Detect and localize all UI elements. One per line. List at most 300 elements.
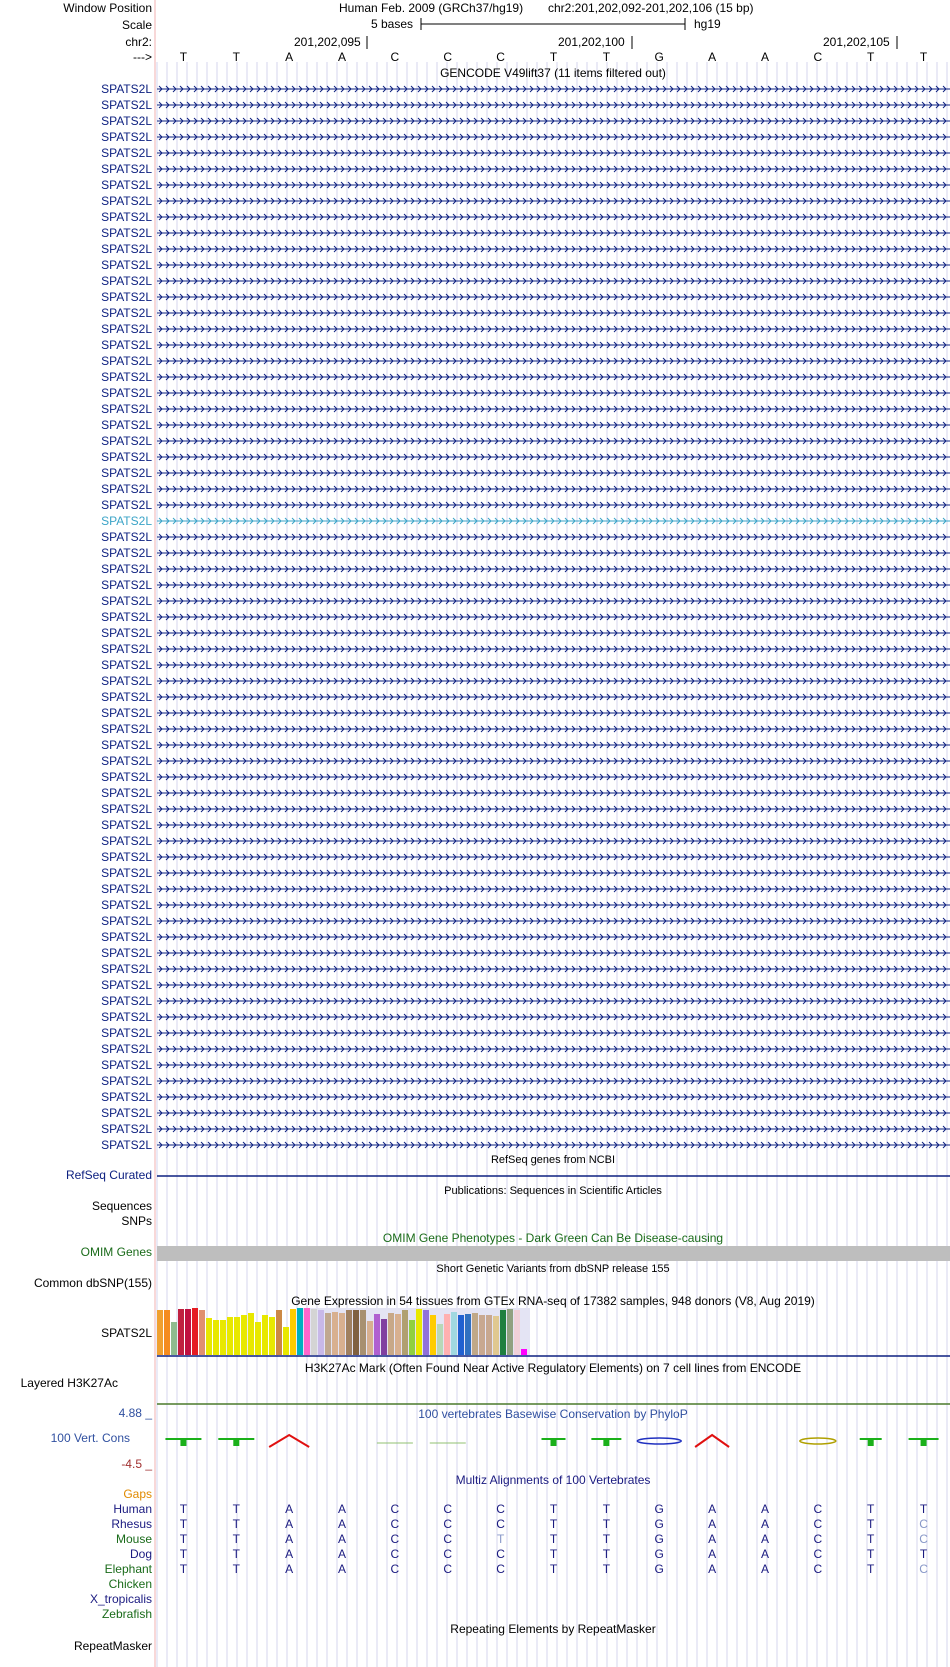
multiz-species-label[interactable]: Dog: [129, 1547, 152, 1561]
multiz-aligned-base: C: [390, 1562, 400, 1576]
multiz-aligned-base: A: [285, 1532, 294, 1546]
multiz-aligned-base: A: [708, 1502, 717, 1516]
gencode-transcript-row[interactable]: [0, 785, 950, 801]
omim-track-title[interactable]: OMIM Gene Phenotypes - Dark Green Can Be Disease-causing: [382, 1231, 724, 1245]
gtex-tissue-bar: [248, 1313, 254, 1355]
scale-label: Scale: [121, 18, 152, 32]
gtex-tissue-bar: [430, 1315, 436, 1355]
gencode-transcript-label[interactable]: SPATS2L: [101, 98, 152, 112]
gencode-transcript-row[interactable]: [0, 849, 950, 865]
multiz-aligned-base: G: [654, 1517, 664, 1531]
multiz-aligned-base: C: [443, 1547, 453, 1561]
gtex-tissue-bar: [192, 1308, 198, 1355]
gtex-track-title[interactable]: Gene Expression in 54 tissues from GTEx RNA-seq of 17382 samples, 948 donors (V8, Aug 2019): [291, 1294, 815, 1308]
gencode-transcript-label[interactable]: SPATS2L: [101, 82, 152, 96]
gencode-transcript-label[interactable]: SPATS2L: [101, 290, 152, 304]
refseq-track-title[interactable]: RefSeq genes from NCBI: [490, 1154, 616, 1166]
phylop-glyph: [695, 1435, 729, 1447]
dbsnp-track-title[interactable]: Short Genetic Variants from dbSNP release 155: [436, 1263, 670, 1275]
multiz-aligned-base: T: [867, 1517, 875, 1531]
gencode-transcript-row[interactable]: [0, 529, 950, 545]
gencode-transcript-row[interactable]: [0, 721, 950, 737]
gencode-transcript-row[interactable]: [0, 1025, 950, 1041]
gtex-tissue-bar: [507, 1309, 513, 1355]
gencode-transcript-label[interactable]: SPATS2L: [101, 322, 152, 336]
multiz-aligned-base: T: [867, 1547, 875, 1561]
gencode-transcript-row[interactable]: [0, 1137, 950, 1153]
gtex-track-label[interactable]: SPATS2L: [101, 1326, 152, 1340]
gencode-transcript-row[interactable]: [0, 385, 950, 401]
multiz-aligned-base: A: [285, 1517, 294, 1531]
phylop-glyph: [180, 1438, 186, 1446]
gencode-transcript-label[interactable]: SPATS2L: [101, 962, 152, 976]
gencode-transcript-row[interactable]: [0, 817, 950, 833]
gtex-tissue-bar: [388, 1313, 394, 1355]
gencode-transcript-row[interactable]: [0, 593, 950, 609]
multiz-aligned-base: T: [179, 1502, 188, 1516]
gtex-tissue-bar: [262, 1315, 268, 1355]
gencode-transcript-row[interactable]: [0, 833, 950, 849]
multiz-aligned-base: T: [602, 1547, 611, 1561]
gtex-tissue-bar: [234, 1317, 240, 1355]
gtex-tissue-bar: [514, 1310, 520, 1355]
gencode-transcript-label[interactable]: SPATS2L: [101, 914, 152, 928]
gencode-transcript-row[interactable]: [0, 1073, 950, 1089]
assembly-name: Human Feb. 2009 (GRCh37/hg19): [339, 1, 524, 15]
gtex-tissue-bar: [171, 1322, 177, 1355]
gencode-transcript-row[interactable]: [0, 209, 950, 225]
gencode-transcript-label[interactable]: SPATS2L: [101, 1106, 152, 1120]
gencode-transcript-label[interactable]: SPATS2L: [101, 898, 152, 912]
gencode-transcript-row[interactable]: [0, 609, 950, 625]
gencode-transcript-label[interactable]: SPATS2L: [101, 1058, 152, 1072]
multiz-aligned-base: T: [549, 1502, 558, 1516]
publications-label-snps[interactable]: SNPs: [121, 1214, 152, 1228]
gencode-transcript-label[interactable]: SPATS2L: [101, 514, 152, 528]
gencode-transcript-label[interactable]: SPATS2L: [101, 130, 152, 144]
dna-base: A: [338, 50, 347, 64]
multiz-aligned-base: C: [390, 1532, 400, 1546]
gtex-tissue-bar: [353, 1310, 359, 1355]
dna-base: A: [285, 50, 294, 64]
gencode-transcript-row[interactable]: [0, 193, 950, 209]
gencode-transcript-label[interactable]: SPATS2L: [101, 626, 152, 640]
multiz-aligned-base: T: [232, 1532, 240, 1546]
gencode-transcript-row[interactable]: [0, 81, 950, 97]
gencode-transcript-label[interactable]: SPATS2L: [101, 546, 152, 560]
gencode-transcript-label[interactable]: SPATS2L: [101, 642, 152, 656]
gencode-transcript-row[interactable]: [0, 161, 950, 177]
gtex-tissue-bar: [493, 1316, 499, 1355]
publications-label-sequences[interactable]: Sequences: [91, 1199, 152, 1213]
multiz-aligned-base: T: [549, 1547, 558, 1561]
multiz-aligned-base: T: [232, 1547, 240, 1561]
gtex-tissue-bar: [199, 1310, 205, 1355]
gencode-transcript-row[interactable]: [0, 929, 950, 945]
gencode-transcript-label[interactable]: SPATS2L: [101, 674, 152, 688]
multiz-aligned-base: T: [549, 1532, 558, 1546]
gencode-transcript-label[interactable]: SPATS2L: [101, 610, 152, 624]
gencode-transcript-row[interactable]: [0, 1041, 950, 1057]
multiz-aligned-base: C: [390, 1517, 400, 1531]
multiz-aligned-base: C: [919, 1532, 928, 1546]
multiz-aligned-base: C: [813, 1562, 823, 1576]
position-readout: chr2:201,202,092-201,202,106 (15 bp): [548, 1, 754, 15]
gencode-transcript-label[interactable]: SPATS2L: [101, 498, 152, 512]
publications-track-title[interactable]: Publications: Sequences in Scientific Articles: [444, 1185, 662, 1197]
gencode-transcript-label[interactable]: SPATS2L: [101, 930, 152, 944]
multiz-gaps-label: Gaps: [123, 1487, 152, 1501]
multiz-aligned-base: A: [760, 1532, 769, 1546]
gencode-transcript-row[interactable]: [0, 1009, 950, 1025]
gencode-transcript-row[interactable]: [0, 337, 950, 353]
multiz-aligned-base: C: [443, 1532, 453, 1546]
gencode-transcript-row[interactable]: [0, 977, 950, 993]
gtex-tissue-bar: [206, 1318, 212, 1355]
gencode-transcript-label[interactable]: SPATS2L: [101, 194, 152, 208]
gencode-transcript-label[interactable]: SPATS2L: [101, 1010, 152, 1024]
gencode-transcript-label[interactable]: SPATS2L: [101, 226, 152, 240]
gencode-transcript-row[interactable]: [0, 993, 950, 1009]
gtex-tissue-bar: [325, 1313, 331, 1355]
gencode-transcript-row[interactable]: [0, 417, 950, 433]
gtex-tissue-bar: [227, 1317, 233, 1355]
multiz-aligned-base: T: [179, 1517, 188, 1531]
gencode-transcript-label[interactable]: SPATS2L: [101, 562, 152, 576]
h3k27ac-track-title[interactable]: H3K27Ac Mark (Often Found Near Active Regulatory Elements) on 7 cell lines from ENCODE: [304, 1361, 802, 1375]
gtex-tissue-bar: [395, 1314, 401, 1355]
phylop-glyph: [233, 1438, 239, 1446]
multiz-aligned-base: T: [867, 1562, 875, 1576]
gencode-transcript-row[interactable]: [0, 1121, 950, 1137]
gtex-tissue-bar: [367, 1321, 373, 1355]
multiz-aligned-base: T: [602, 1562, 611, 1576]
ruler-tick-label: 201,202,105: [823, 35, 890, 49]
gencode-transcript-row[interactable]: [0, 545, 950, 561]
multiz-aligned-base: C: [813, 1517, 823, 1531]
gencode-transcript-label[interactable]: SPATS2L: [101, 242, 152, 256]
strand-label: --->: [133, 50, 152, 64]
cons-track-label[interactable]: 100 Vert. Cons: [50, 1431, 130, 1445]
gtex-tissue-bar: [479, 1315, 485, 1355]
gencode-transcript-label[interactable]: SPATS2L: [101, 1042, 152, 1056]
gtex-tissue-bar: [297, 1308, 303, 1355]
gencode-transcript-label[interactable]: SPATS2L: [101, 418, 152, 432]
dna-base: G: [654, 50, 664, 64]
gencode-transcript-label[interactable]: SPATS2L: [101, 274, 152, 288]
gencode-transcript-row[interactable]: [0, 497, 950, 513]
gencode-transcript-label[interactable]: SPATS2L: [101, 770, 152, 784]
multiz-aligned-base: C: [919, 1562, 928, 1576]
gencode-transcript-label[interactable]: SPATS2L: [101, 594, 152, 608]
gtex-tissue-bar: [374, 1314, 380, 1355]
gtex-tissue-bar: [444, 1314, 450, 1355]
multiz-aligned-base: C: [443, 1502, 453, 1516]
dna-base: A: [708, 50, 717, 64]
gencode-transcript-label[interactable]: SPATS2L: [101, 1138, 152, 1152]
gtex-tissue-bar: [178, 1309, 184, 1355]
gencode-transcript-label[interactable]: SPATS2L: [101, 178, 152, 192]
gencode-transcript-row[interactable]: [0, 97, 950, 113]
db-name: hg19: [694, 17, 721, 31]
gencode-transcript-row[interactable]: [0, 753, 950, 769]
gencode-transcript-row[interactable]: [0, 561, 950, 577]
gencode-transcript-label[interactable]: SPATS2L: [101, 146, 152, 160]
gencode-transcript-row[interactable]: [0, 657, 950, 673]
cons-track-title[interactable]: 100 vertebrates Basewise Conservation by PhyloP: [418, 1407, 688, 1421]
gencode-transcript-row[interactable]: [0, 945, 950, 961]
multiz-aligned-base: A: [285, 1502, 294, 1516]
gencode-transcript-row[interactable]: [0, 1089, 950, 1105]
gencode-transcript-label[interactable]: SPATS2L: [101, 818, 152, 832]
gencode-transcript-label[interactable]: SPATS2L: [101, 706, 152, 720]
gencode-transcript-label[interactable]: SPATS2L: [101, 1074, 152, 1088]
gencode-transcript-row[interactable]: [0, 433, 950, 449]
gencode-transcript-row[interactable]: [0, 513, 950, 529]
multiz-aligned-base: T: [867, 1502, 875, 1516]
gencode-transcript-label[interactable]: SPATS2L: [101, 802, 152, 816]
gencode-transcript-label[interactable]: SPATS2L: [101, 994, 152, 1008]
multiz-aligned-base: C: [813, 1532, 823, 1546]
gencode-transcript-label[interactable]: SPATS2L: [101, 434, 152, 448]
dna-base: C: [443, 50, 453, 64]
multiz-species-label[interactable]: Mouse: [115, 1532, 152, 1546]
multiz-species-label[interactable]: Zebrafish: [101, 1607, 152, 1621]
dna-base: T: [232, 50, 240, 64]
gencode-transcript-row[interactable]: [0, 625, 950, 641]
multiz-species-label[interactable]: X_tropicalis: [89, 1592, 152, 1606]
multiz-aligned-base: C: [496, 1517, 505, 1531]
ruler-tick-label: 201,202,100: [558, 35, 625, 49]
gencode-transcript-row[interactable]: [0, 177, 950, 193]
gtex-tissue-bar: [164, 1310, 170, 1355]
multiz-aligned-base: T: [602, 1517, 611, 1531]
gencode-transcript-label[interactable]: SPATS2L: [101, 482, 152, 496]
gencode-transcript-row[interactable]: [0, 353, 950, 369]
multiz-aligned-base: T: [232, 1517, 240, 1531]
multiz-aligned-base: A: [708, 1517, 717, 1531]
multiz-aligned-base: A: [285, 1562, 294, 1576]
gencode-transcript-row[interactable]: [0, 289, 950, 305]
multiz-aligned-base: T: [496, 1532, 505, 1546]
multiz-species-label[interactable]: Rhesus: [111, 1517, 152, 1531]
gtex-tissue-bar: [332, 1312, 338, 1355]
phylop-glyph: [921, 1438, 927, 1446]
multiz-aligned-base: T: [919, 1502, 928, 1516]
multiz-species-label[interactable]: Chicken: [108, 1577, 152, 1591]
gencode-transcript-label[interactable]: SPATS2L: [101, 978, 152, 992]
gencode-transcript-row[interactable]: [0, 321, 950, 337]
omim-track-label[interactable]: OMIM Genes: [80, 1245, 152, 1259]
gencode-transcript-row[interactable]: [0, 1105, 950, 1121]
gtex-tissue-bar: [339, 1313, 345, 1355]
phylop-glyph: [551, 1438, 557, 1446]
gtex-tissue-bar: [465, 1314, 471, 1355]
gtex-tissue-bar: [283, 1327, 289, 1355]
gencode-transcript-row[interactable]: [0, 769, 950, 785]
dna-base: T: [867, 50, 875, 64]
gencode-transcript-row[interactable]: [0, 145, 950, 161]
gencode-transcript-row[interactable]: [0, 241, 950, 257]
refseq-track-label[interactable]: RefSeq Curated: [65, 1168, 152, 1182]
multiz-aligned-base: T: [549, 1562, 558, 1576]
multiz-aligned-base: C: [813, 1502, 823, 1516]
repeatmasker-track-label[interactable]: RepeatMasker: [73, 1639, 152, 1653]
gencode-transcript-label[interactable]: SPATS2L: [101, 306, 152, 320]
gencode-transcript-label[interactable]: SPATS2L: [101, 258, 152, 272]
gencode-transcript-label[interactable]: SPATS2L: [101, 834, 152, 848]
phylop-glyph: [800, 1438, 836, 1444]
gencode-transcript-label[interactable]: SPATS2L: [101, 786, 152, 800]
scale-bar-text: 5 bases: [371, 17, 414, 31]
multiz-aligned-base: T: [232, 1502, 240, 1516]
gtex-tissue-bar: [437, 1324, 443, 1355]
gtex-tissue-bar: [423, 1310, 429, 1355]
gtex-tissue-bar: [185, 1309, 191, 1355]
gencode-transcript-row[interactable]: [0, 689, 950, 705]
gtex-tissue-bar: [269, 1317, 275, 1355]
gencode-transcript-row[interactable]: [0, 369, 950, 385]
gtex-tissue-bar: [486, 1315, 492, 1355]
cons-ymax-label: 4.88 _: [118, 1406, 152, 1420]
repeatmasker-track-title[interactable]: Repeating Elements by RepeatMasker: [450, 1622, 656, 1636]
gencode-transcript-label[interactable]: SPATS2L: [101, 722, 152, 736]
multiz-aligned-base: A: [760, 1562, 769, 1576]
dna-base: A: [760, 50, 769, 64]
multiz-aligned-base: T: [919, 1547, 928, 1561]
dna-base: C: [496, 50, 505, 64]
multiz-aligned-base: C: [390, 1547, 400, 1561]
gtex-tissue-bar: [304, 1308, 310, 1355]
chrom-label: chr2:: [125, 35, 152, 49]
phylop-glyph: [868, 1438, 874, 1446]
multiz-aligned-base: T: [179, 1532, 188, 1546]
gencode-transcript-row[interactable]: [0, 113, 950, 129]
gencode-transcript-label[interactable]: SPATS2L: [101, 882, 152, 896]
gtex-tissue-bar: [276, 1310, 282, 1355]
gencode-transcript-label[interactable]: SPATS2L: [101, 1090, 152, 1104]
gencode-transcript-row[interactable]: [0, 465, 950, 481]
gencode-transcript-label[interactable]: SPATS2L: [101, 658, 152, 672]
gencode-transcript-label[interactable]: SPATS2L: [101, 1026, 152, 1040]
gencode-transcript-label[interactable]: SPATS2L: [101, 338, 152, 352]
multiz-species-label[interactable]: Human: [113, 1502, 152, 1516]
multiz-aligned-base: A: [285, 1547, 294, 1561]
gencode-transcript-row[interactable]: [0, 865, 950, 881]
gtex-tissue-bar: [220, 1320, 226, 1355]
gencode-transcript-row[interactable]: [0, 257, 950, 273]
gencode-transcript-label[interactable]: SPATS2L: [101, 738, 152, 752]
gencode-transcript-label[interactable]: SPATS2L: [101, 1122, 152, 1136]
gencode-transcript-row[interactable]: [0, 737, 950, 753]
multiz-aligned-base: C: [496, 1547, 505, 1561]
phylop-glyph: [637, 1438, 681, 1444]
multiz-aligned-base: C: [813, 1547, 823, 1561]
gencode-transcript-label[interactable]: SPATS2L: [101, 466, 152, 480]
gtex-tissue-bar: [318, 1310, 324, 1355]
gencode-track-title[interactable]: GENCODE V49lift37 (11 items filtered out): [440, 66, 666, 80]
multiz-aligned-base: A: [338, 1547, 347, 1561]
gtex-tissue-bar: [416, 1309, 422, 1355]
gencode-transcript-row[interactable]: [0, 673, 950, 689]
dna-base: T: [919, 50, 928, 64]
gencode-transcript-row[interactable]: [0, 481, 950, 497]
multiz-aligned-base: A: [760, 1517, 769, 1531]
gencode-transcript-label[interactable]: SPATS2L: [101, 450, 152, 464]
multiz-aligned-base: C: [390, 1502, 400, 1516]
multiz-aligned-base: A: [760, 1547, 769, 1561]
gencode-transcript-label[interactable]: SPATS2L: [101, 946, 152, 960]
dbsnp-track-label[interactable]: Common dbSNP(155): [33, 1276, 152, 1290]
gencode-transcript-label[interactable]: SPATS2L: [101, 754, 152, 768]
gtex-tissue-bar: [311, 1309, 317, 1355]
gencode-transcript-row[interactable]: [0, 305, 950, 321]
gencode-transcript-label[interactable]: SPATS2L: [101, 162, 152, 176]
multiz-track-title[interactable]: Multiz Alignments of 100 Vertebrates: [455, 1473, 651, 1487]
gencode-transcript-label[interactable]: SPATS2L: [101, 210, 152, 224]
multiz-aligned-base: A: [708, 1532, 717, 1546]
gtex-tissue-bar: [346, 1310, 352, 1355]
gtex-tissue-bar: [157, 1310, 163, 1355]
multiz-aligned-base: C: [496, 1562, 505, 1576]
gtex-tissue-bar: [381, 1319, 387, 1355]
dna-base: C: [813, 50, 823, 64]
gtex-tissue-bar: [409, 1320, 415, 1355]
gencode-transcript-row[interactable]: [0, 577, 950, 593]
multiz-aligned-base: G: [654, 1502, 664, 1516]
gencode-transcript-label[interactable]: SPATS2L: [101, 866, 152, 880]
gencode-transcript-label[interactable]: SPATS2L: [101, 690, 152, 704]
multiz-aligned-base: A: [760, 1502, 769, 1516]
gencode-transcript-row[interactable]: [0, 881, 950, 897]
dna-base: T: [549, 50, 558, 64]
gencode-transcript-row[interactable]: [0, 897, 950, 913]
multiz-aligned-base: A: [338, 1562, 347, 1576]
gencode-transcript-label[interactable]: SPATS2L: [101, 370, 152, 384]
h3k27ac-track-label[interactable]: Layered H3K27Ac: [20, 1376, 118, 1390]
gencode-transcript-label[interactable]: SPATS2L: [101, 386, 152, 400]
gencode-transcript-row[interactable]: [0, 449, 950, 465]
gencode-transcript-row[interactable]: [0, 641, 950, 657]
multiz-aligned-base: A: [338, 1532, 347, 1546]
phylop-glyph: [269, 1435, 309, 1447]
gencode-transcript-row[interactable]: [0, 705, 950, 721]
gencode-transcript-row[interactable]: [0, 961, 950, 977]
multiz-aligned-base: C: [496, 1502, 505, 1516]
gencode-transcript-row[interactable]: [0, 401, 950, 417]
gencode-transcript-row[interactable]: [0, 801, 950, 817]
multiz-aligned-base: G: [654, 1547, 664, 1561]
gencode-transcript-row[interactable]: [0, 129, 950, 145]
gencode-transcript-row[interactable]: [0, 225, 950, 241]
gencode-transcript-row[interactable]: [0, 913, 950, 929]
multiz-aligned-base: A: [708, 1547, 717, 1561]
gencode-transcript-label[interactable]: SPATS2L: [101, 114, 152, 128]
multiz-species-label[interactable]: Elephant: [104, 1562, 152, 1576]
multiz-aligned-base: A: [708, 1562, 717, 1576]
gencode-transcript-label[interactable]: SPATS2L: [101, 402, 152, 416]
gencode-transcript-label[interactable]: SPATS2L: [101, 530, 152, 544]
dna-base: C: [390, 50, 400, 64]
gencode-transcript-label[interactable]: SPATS2L: [101, 850, 152, 864]
multiz-aligned-base: T: [867, 1532, 875, 1546]
window-position-label: Window Position: [63, 1, 152, 15]
gencode-transcript-row[interactable]: [0, 273, 950, 289]
gencode-transcript-label[interactable]: SPATS2L: [101, 354, 152, 368]
gencode-transcript-label[interactable]: SPATS2L: [101, 578, 152, 592]
multiz-aligned-base: A: [338, 1517, 347, 1531]
gencode-transcript-row[interactable]: [0, 1057, 950, 1073]
